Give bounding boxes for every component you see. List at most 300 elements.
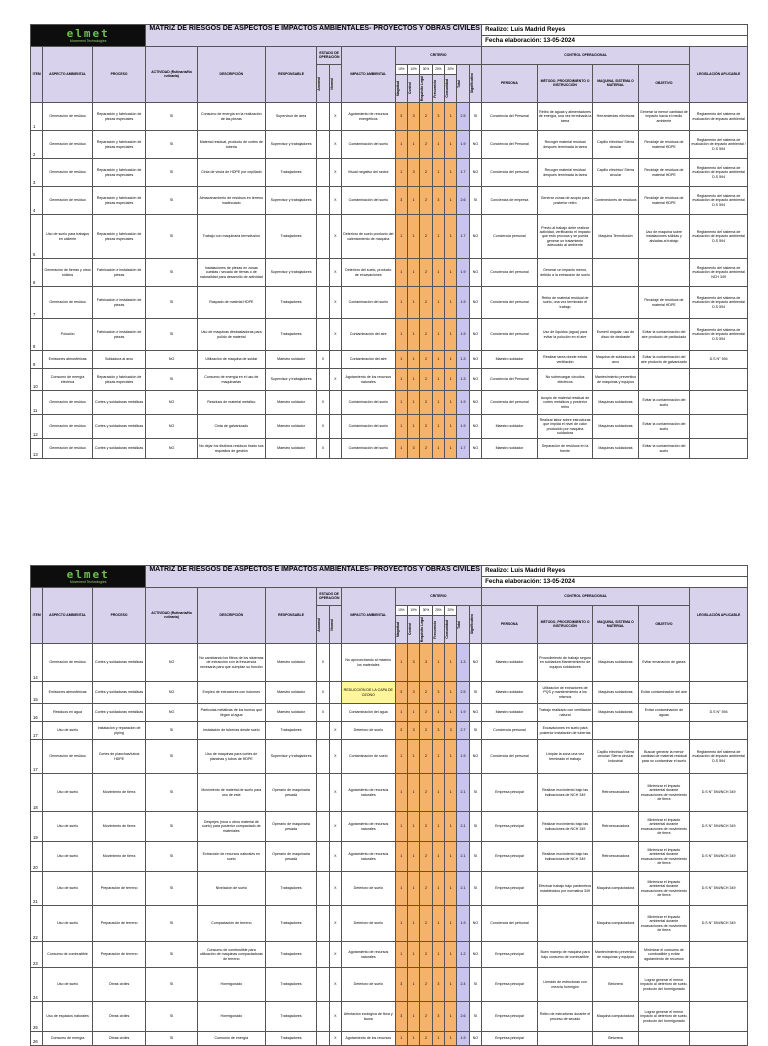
actividad-cell: SI (146, 872, 198, 906)
impacto-cell: Deterioro de suelo producto del calentamiento de maquina (342, 215, 396, 259)
criterio-score: 1 (445, 704, 457, 722)
objetivo-cell: Minimizar el consumo de combustible y evitar agotamiento de recursos (638, 942, 690, 968)
item-number: 25 (31, 1002, 43, 1032)
criterio-score: 1 (407, 1002, 419, 1032)
col-control-operacional: CONTROL OPERACIONAL (482, 588, 690, 606)
total-cell: 2.6 (457, 1002, 469, 1032)
criterio-score: 2 (420, 740, 432, 774)
proceso-cell: Fabricación e instalación de piezas (92, 319, 146, 351)
normal-cell: X (329, 968, 341, 1002)
table-row (31, 1002, 748, 1032)
criterio-score: 1 (445, 644, 457, 682)
legislacion-cell: Reglamento del sistema de evaluación de impacto ambiental D.S 594 (690, 319, 748, 351)
col-objetivo: OBJETIVO (638, 606, 690, 644)
metodo-cell: Procedimiento de trabajo seguro en soldadura Mantenimiento de equipos soldadores (537, 644, 593, 682)
objetivo-cell: Reciclaje de residuos de material HDPE (638, 187, 690, 215)
criterio-score: 2 (420, 722, 432, 740)
objetivo-cell: Generar la menor cantidad de impacto hacia el medio ambiente (638, 103, 690, 131)
criterio-score: 1 (445, 1032, 457, 1046)
col-persona: PERSONA (482, 606, 538, 644)
col-control-operacional: CONTROL OPERACIONAL (482, 47, 690, 65)
criterio-score: 1 (407, 812, 419, 842)
header-block (31, 25, 748, 103)
proceso-cell: Reparación y fabricación de piezas especiales (92, 215, 146, 259)
item-number: 7 (31, 287, 43, 319)
criterio-score: 3 (395, 682, 407, 704)
col-criterio: CRITERIO (395, 47, 482, 65)
total-cell: 1.7 (457, 159, 469, 187)
criterio-score: 2 (420, 1032, 432, 1046)
impacto-cell: Deterioro de suelo (342, 722, 396, 740)
persona-cell: Conciencia del Personal (482, 131, 538, 159)
objetivo-cell: Evitar la contaminación del aire producto de galvanizado (638, 351, 690, 369)
criterio-score: 2 (420, 319, 432, 351)
persona-cell: Maestro soldador (482, 644, 538, 682)
col-actividad: ACTIVIDAD (Rutinaria/No rutinaria) (146, 588, 198, 644)
responsable-cell: Supervisor y trabajadores (265, 131, 317, 159)
persona-cell: Conciencia del Personal (482, 103, 538, 131)
criterio-score: 1 (432, 351, 444, 369)
normal-cell: X (329, 722, 341, 740)
legislacion-cell (690, 644, 748, 682)
objetivo-cell: Evitar contaminación del aire (638, 682, 690, 704)
normal-cell: X (329, 319, 341, 351)
total-cell: 1.3 (457, 644, 469, 682)
legislacion-cell (690, 1032, 748, 1046)
col-impacto: IMPACTO AMBIENTAL (342, 588, 396, 644)
normal-cell: X (329, 1002, 341, 1032)
anormal-cell: X (317, 391, 329, 415)
criterio-score: 2 (420, 1002, 432, 1032)
responsable-cell: Trabajadores (265, 906, 317, 942)
col-impacto: IMPACTO AMBIENTAL (342, 47, 396, 103)
normal-cell: X (329, 906, 341, 942)
normal-cell: X (329, 774, 341, 812)
maquina-cell: Maquinas soldadoras (593, 415, 638, 439)
total-cell: 2.4 (457, 968, 469, 1002)
metodo-cell: Generar un impacto menor, debido a la extracción de suelo (537, 259, 593, 287)
legislacion-cell: D.S N° 594/NCH 349 (690, 906, 748, 942)
significativo-cell: SI (469, 872, 481, 906)
anormal-cell (317, 722, 329, 740)
total-cell: 1.7 (457, 439, 469, 459)
criterio-score: 3 (407, 159, 419, 187)
criterio-score: 2 (420, 704, 432, 722)
col-maquina: MAQUINA, SISTEMA O MATERIAL (593, 65, 638, 103)
descripcion-cell: Nivelación de suelo (197, 872, 265, 906)
table-row (31, 1032, 748, 1046)
legislacion-cell: D.S N° 594 (690, 351, 748, 369)
total-cell: 1.9 (457, 704, 469, 722)
persona-cell: Empresa principal (482, 1032, 538, 1046)
criterio-score: 2 (420, 259, 432, 287)
impacto-cell: Contaminación del suelo (342, 415, 396, 439)
normal-cell: X (329, 187, 341, 215)
item-number: 12 (31, 415, 43, 439)
persona-cell: Maestro soldador (482, 704, 538, 722)
proceso-cell: Preparación de terreno (92, 906, 146, 942)
objetivo-cell: Reciclaje de residuos de material HDPE (638, 287, 690, 319)
proceso-cell: Reparación y fabricación de piezas especiales (92, 369, 146, 391)
objetivo-cell (638, 369, 690, 391)
impacto-cell: Contaminación del aire (342, 351, 396, 369)
item-number: 17 (31, 722, 43, 740)
actividad-cell: SI (146, 968, 198, 1002)
pct-control: 10% (407, 606, 419, 616)
sheet1-rows (31, 103, 748, 459)
maquina-cell: Capillo eléctrico/ Sierra circular (593, 131, 638, 159)
criterio-score: 1 (395, 439, 407, 459)
criterio-score: 1 (407, 369, 419, 391)
significativo-cell: NO (469, 415, 481, 439)
total-cell: 1.9 (457, 131, 469, 159)
descripcion-cell: Cinta de galvanizado (197, 415, 265, 439)
total-cell: 2.5 (457, 103, 469, 131)
impacto-cell: Agotamiento de recursos naturales (342, 812, 396, 842)
maquina-cell: Mantenimiento preventivo de máquinas y equipos (593, 369, 638, 391)
proceso-cell: Cortes y soldaduras metálicas (92, 391, 146, 415)
aspecto-cell: Uso de espacios naturales (43, 1002, 92, 1032)
proceso-cell: Cortes y soldaduras metálicas (92, 415, 146, 439)
aspecto-cell: Generación de residuo (43, 159, 92, 187)
metodo-cell: No sobrecargar circuitos eléctricos (537, 369, 593, 391)
criterio-score: 1 (445, 351, 457, 369)
metodo-cell: Realizar movimiento bajo las indicaciones de NCH 349 (537, 842, 593, 872)
criterio-score: 1 (445, 682, 457, 704)
anormal-cell (317, 774, 329, 812)
metodo-cell (537, 1032, 593, 1046)
normal-cell: X (329, 740, 341, 774)
anormal-cell: X (317, 644, 329, 682)
impacto-cell: Agotamiento de recursos naturales (342, 774, 396, 812)
criterio-score: 1 (432, 391, 444, 415)
maquina-cell: Maquina Termofusión (593, 215, 638, 259)
normal-cell (329, 415, 341, 439)
legislacion-cell (690, 1002, 748, 1032)
col-actividad: ACTIVIDAD (Rutinaria/No rutinaria) (146, 47, 198, 103)
criterio-score: 2 (420, 872, 432, 906)
normal-cell: X (329, 872, 341, 906)
objetivo-cell: Reciclaje de residuos de material HDPE (638, 159, 690, 187)
objetivo-cell: Buscar generar la menor cantidad de material residual para no contaminar el suelo (638, 740, 690, 774)
legislacion-cell (690, 968, 748, 1002)
maquina-cell: Maquina de soldadura al arco (593, 351, 638, 369)
maquina-cell: Capillo eléctrico/ Sierra circular/ Sierra circular Industrial (593, 740, 638, 774)
aspecto-cell: Polución (43, 319, 92, 351)
logo-wordmark: elmet (66, 26, 110, 40)
legislacion-cell: Reglamento del sistema de evaluación de impacto ambiental D.S 594 (690, 287, 748, 319)
criterio-score: 1 (395, 1032, 407, 1046)
sheet2-rows (31, 644, 748, 1046)
responsable-cell: Supervisor de área (265, 103, 317, 131)
impacto-cell: Agotamiento de los recursos (342, 1032, 396, 1046)
logo-wordmark: elmet (66, 567, 110, 581)
criterio-score: 1 (395, 369, 407, 391)
col-magnitud: Magnitud (395, 616, 407, 644)
responsable-cell: Maestro soldador (265, 391, 317, 415)
impacto-cell: Afectación ecológica de flora y fauna (342, 1002, 396, 1032)
responsable-cell: Supervisor y trabajadores (265, 187, 317, 215)
persona-cell: Conciencia de empresa (482, 187, 538, 215)
responsable-cell: Supervisor y trabajadores (265, 740, 317, 774)
objetivo-cell: Lograr generar el menor impacto al deterioro de suelo, producto del hormigonado (638, 1002, 690, 1032)
criterio-score: 1 (445, 391, 457, 415)
responsable-cell: Trabajadores (265, 1002, 317, 1032)
responsable-cell: Maestro soldador (265, 644, 317, 682)
metodo-cell: Retiro de aguas y alimentadores de energía, una vez terminada la tarea (537, 103, 593, 131)
objetivo-cell: Evitar la contaminación del suelo (638, 391, 690, 415)
normal-cell: X (329, 103, 341, 131)
metodo-cell: Efectuar trabajo bajo parámetros establecidos por normativa 349 (537, 872, 593, 906)
significativo-cell: NO (469, 131, 481, 159)
legislacion-cell: Reglamento del sistema de evaluación de impacto ambiental D.S 594 (690, 215, 748, 259)
criterio-score: 1 (432, 159, 444, 187)
significativo-cell: SI (469, 812, 481, 842)
proceso-cell: Cortes y soldaduras metálicas (92, 439, 146, 459)
descripcion-cell: Consumo de energía en la realización de las piezas (197, 103, 265, 131)
total-cell: 2.1 (457, 842, 469, 872)
criterio-score: 1 (432, 319, 444, 351)
significativo-cell: NO (469, 704, 481, 722)
total-cell: 1.9 (457, 1032, 469, 1046)
criterio-score: 3 (407, 722, 419, 740)
criterio-score: 1 (445, 439, 457, 459)
descripcion-cell: Raspado de material HDPE (197, 287, 265, 319)
criterio-score: 1 (432, 704, 444, 722)
criterio-score: 3 (407, 103, 419, 131)
objetivo-cell: Minimizar el impacto ambiental durante excavaciones de movimiento de tierra (638, 906, 690, 942)
col-frecuencia: Frecuencia (432, 616, 444, 644)
col-maquina: MAQUINA, SISTEMA O MATERIAL (593, 606, 638, 644)
item-number: 20 (31, 842, 43, 872)
criterio-score: 3 (395, 187, 407, 215)
responsable-cell: Maestro soldador (265, 682, 317, 704)
criterio-score: 1 (432, 906, 444, 942)
table-row (31, 872, 748, 906)
aspecto-cell: Generación de tierras y otros sólidos (43, 259, 92, 287)
pct-comunidad: 20% (445, 606, 457, 616)
col-total: Total (457, 65, 469, 103)
criterio-score: 3 (395, 1002, 407, 1032)
descripcion-cell: Uso de maquinas para cortes de planchas y tubos de HDPE (197, 740, 265, 774)
anormal-cell (317, 1002, 329, 1032)
item-number: 13 (31, 439, 43, 459)
criterio-score: 2 (420, 369, 432, 391)
actividad-cell: SI (146, 740, 198, 774)
metodo-cell: Realizar tarea donde exista ventilación (537, 351, 593, 369)
legislacion-cell: D.S N° 594/NCH 349 (690, 774, 748, 812)
responsable-cell: Trabajadores (265, 872, 317, 906)
legislacion-cell: D.S N° 594/NCH 349 (690, 842, 748, 872)
significativo-cell: SI (469, 722, 481, 740)
criterio-score: 1 (407, 872, 419, 906)
criterio-score: 2 (420, 103, 432, 131)
col-total: Total (457, 606, 469, 644)
anormal-cell (317, 259, 329, 287)
objetivo-cell: Uso de maquina sobre instalaciones sólidas y aisladas al trabajo (638, 215, 690, 259)
item-number: 24 (31, 968, 43, 1002)
responsable-cell: Trabajadores (265, 287, 317, 319)
criterio-score: 3 (395, 722, 407, 740)
item-number: 14 (31, 644, 43, 682)
criterio-score: 1 (445, 774, 457, 812)
persona-cell: Conciencia personal (482, 722, 538, 740)
normal-cell: X (329, 942, 341, 968)
col-responsable: RESPONSABLE (265, 47, 317, 103)
objetivo-cell (638, 259, 690, 287)
criterio-score: 1 (432, 439, 444, 459)
criterio-score: 2 (420, 942, 432, 968)
proceso-cell: Movimiento de tierra (92, 842, 146, 872)
anormal-cell (317, 942, 329, 968)
objetivo-cell: Evitar la contaminación del aire producto de particulado (638, 319, 690, 351)
descripcion-cell: Partículas metálicas de los humos que llegan al agua (197, 704, 265, 722)
table-row (31, 740, 748, 774)
criterio-score: 1 (407, 259, 419, 287)
legislacion-cell: Reglamento del sistema de evaluación de impacto ambiental D.S 594 (690, 740, 748, 774)
proceso-cell: Reparación y fabricación de piezas especiales (92, 131, 146, 159)
proceso-cell: Cortes y soldaduras metálicas (92, 682, 146, 704)
actividad-cell: SI (146, 722, 198, 740)
col-comunidad: Comunidad (445, 75, 457, 103)
col-normal: Normal (329, 65, 341, 103)
criterio-score: 1 (432, 942, 444, 968)
normal-cell: X (329, 369, 341, 391)
actividad-cell: SI (146, 812, 198, 842)
col-metodo: MÉTODO, PROCEDIMIENTO O INSTRUCCIÓN (537, 606, 593, 644)
impacto-cell: No aprovechando al máximo los materiales (342, 644, 396, 682)
responsable-cell: Supervisor y trabajadores (265, 259, 317, 287)
total-cell: 2.5 (457, 682, 469, 704)
descripcion-cell: Consumo de energía (197, 1032, 265, 1046)
col-significativo: Significativo (469, 606, 481, 644)
proceso-cell: Reparación y fabricación de piezas especiales (92, 159, 146, 187)
aspecto-cell: Consumo de energía (43, 1032, 92, 1046)
proceso-cell: Fabricación e instalación de piezas (92, 259, 146, 287)
descripcion-cell: Uso de maquinas desbastadoras para pulido de material (197, 319, 265, 351)
impacto-cell: Contaminación del agua (342, 704, 396, 722)
criterio-score: 1 (432, 774, 444, 812)
anormal-cell (317, 906, 329, 942)
criterio-score: 1 (395, 319, 407, 351)
pct-control: 10% (407, 65, 419, 75)
col-estado: ESTADO DE OPERACIÓN (317, 47, 342, 65)
actividad-cell: SI (146, 319, 198, 351)
actividad-cell: SI (146, 842, 198, 872)
criterio-score: 2 (420, 842, 432, 872)
objetivo-cell: Minimizar el impacto ambiental durante excavaciones de movimiento de tierra (638, 774, 690, 812)
matrix-sheet-2 (30, 565, 748, 1046)
legislacion-cell: Reglamento del sistema de evaluación de impacto ambiental / D.S 594 (690, 131, 748, 159)
total-cell: 2.1 (457, 872, 469, 906)
item-number: 16 (31, 704, 43, 722)
maquina-cell: Maquina compactadora (593, 906, 638, 942)
metodo-cell: Retiro de estructuras durante el proceso de secado (537, 1002, 593, 1032)
criterio-score: 1 (395, 351, 407, 369)
significativo-cell: NO (469, 740, 481, 774)
legislacion-cell (690, 439, 748, 459)
maquina-cell: Contenedores de residuos (593, 187, 638, 215)
significativo-cell: NO (469, 1032, 481, 1046)
aspecto-cell: Uso de suelo (43, 722, 92, 740)
criterio-score: 1 (445, 842, 457, 872)
criterio-score: 2 (420, 774, 432, 812)
descripcion-cell: Movimiento de material de suelo para uso de este (197, 774, 265, 812)
anormal-cell (317, 740, 329, 774)
page-title: MATRIZ DE RIESGOS DE ASPECTOS E IMPACTOS AMBIENTALES- PROYECTOS Y OBRAS CIVILES (146, 25, 482, 47)
total-cell: 2.6 (457, 187, 469, 215)
normal-cell (329, 682, 341, 704)
normal-cell: X (329, 1032, 341, 1046)
significativo-cell: NO (469, 159, 481, 187)
significativo-cell: NO (469, 319, 481, 351)
item-number: 4 (31, 187, 43, 215)
table-row (31, 131, 748, 159)
criterio-score: 2 (420, 812, 432, 842)
aspecto-cell: Generación de residuo (43, 131, 92, 159)
impacto-cell: Deterioro de suelo (342, 906, 396, 942)
persona-cell: Maestro soldador (482, 351, 538, 369)
legislacion-cell: Reglamento del sistema de evaluación de impacto ambiental NCH 349 (690, 259, 748, 287)
criterio-score: 1 (445, 259, 457, 287)
col-frecuencia: Frecuencia (432, 75, 444, 103)
aspecto-cell: Uso de suelo (43, 872, 92, 906)
col-item: ITEM (31, 588, 43, 644)
col-requisito-legal: Requisito Legal (420, 616, 432, 644)
proceso-cell: Preparación de terreno (92, 942, 146, 968)
pct-frecuencia: 20% (432, 606, 444, 616)
objetivo-cell: Evitar la contaminación del suelo (638, 415, 690, 439)
metodo-cell: Llenado de estructuras con mezcla hormigón (537, 968, 593, 1002)
legislacion-cell (690, 942, 748, 968)
actividad-cell: SI (146, 287, 198, 319)
actividad-cell: SI (146, 159, 198, 187)
impacto-cell: Contaminación del suelo (342, 187, 396, 215)
significativo-cell: NO (469, 351, 481, 369)
criterio-score: 1 (407, 942, 419, 968)
anormal-cell (317, 103, 329, 131)
author-label: Realizo: Luis Madrid Reyes (482, 25, 748, 36)
col-magnitud: Magnitud (395, 75, 407, 103)
metodo-cell: Acopio de material residual de cortes metálicos y posterior retiro (537, 391, 593, 415)
responsable-cell: Trabajadores (265, 1032, 317, 1046)
criterio-score: 2 (420, 906, 432, 942)
criterio-score: 1 (432, 131, 444, 159)
impacto-cell: Deterioro de suelo (342, 968, 396, 1002)
table-row (31, 644, 748, 682)
aspecto-cell: Generación de residuo (43, 103, 92, 131)
persona-cell: Maestro soldador (482, 415, 538, 439)
significativo-cell: SI (469, 103, 481, 131)
table-row (31, 159, 748, 187)
responsable-cell: Trabajadores (265, 722, 317, 740)
normal-cell (329, 644, 341, 682)
metodo-cell: Uso de líquidos (agua) para evitar la polución en el aire (537, 319, 593, 351)
actividad-cell: SI (146, 369, 198, 391)
normal-cell: X (329, 812, 341, 842)
maquina-cell: Betonera (593, 1032, 638, 1046)
maquina-cell: Betonera (593, 968, 638, 1002)
maquina-cell: Maquinas soldadoras (593, 644, 638, 682)
maquina-cell: Maquinas soldadoras (593, 704, 638, 722)
persona-cell: Conciencia del personal (482, 319, 538, 351)
maquina-cell: Maquinas soldadoras (593, 682, 638, 704)
persona-cell: Conciencia personal (482, 215, 538, 259)
persona-cell: Maestro soldador (482, 439, 538, 459)
proceso-cell: Movimiento de tierra (92, 774, 146, 812)
metodo-cell: Realizar labor sobre estructuras que impida el nivel de calor producido por maquina soldadora (537, 415, 593, 439)
legislacion-cell (690, 391, 748, 415)
